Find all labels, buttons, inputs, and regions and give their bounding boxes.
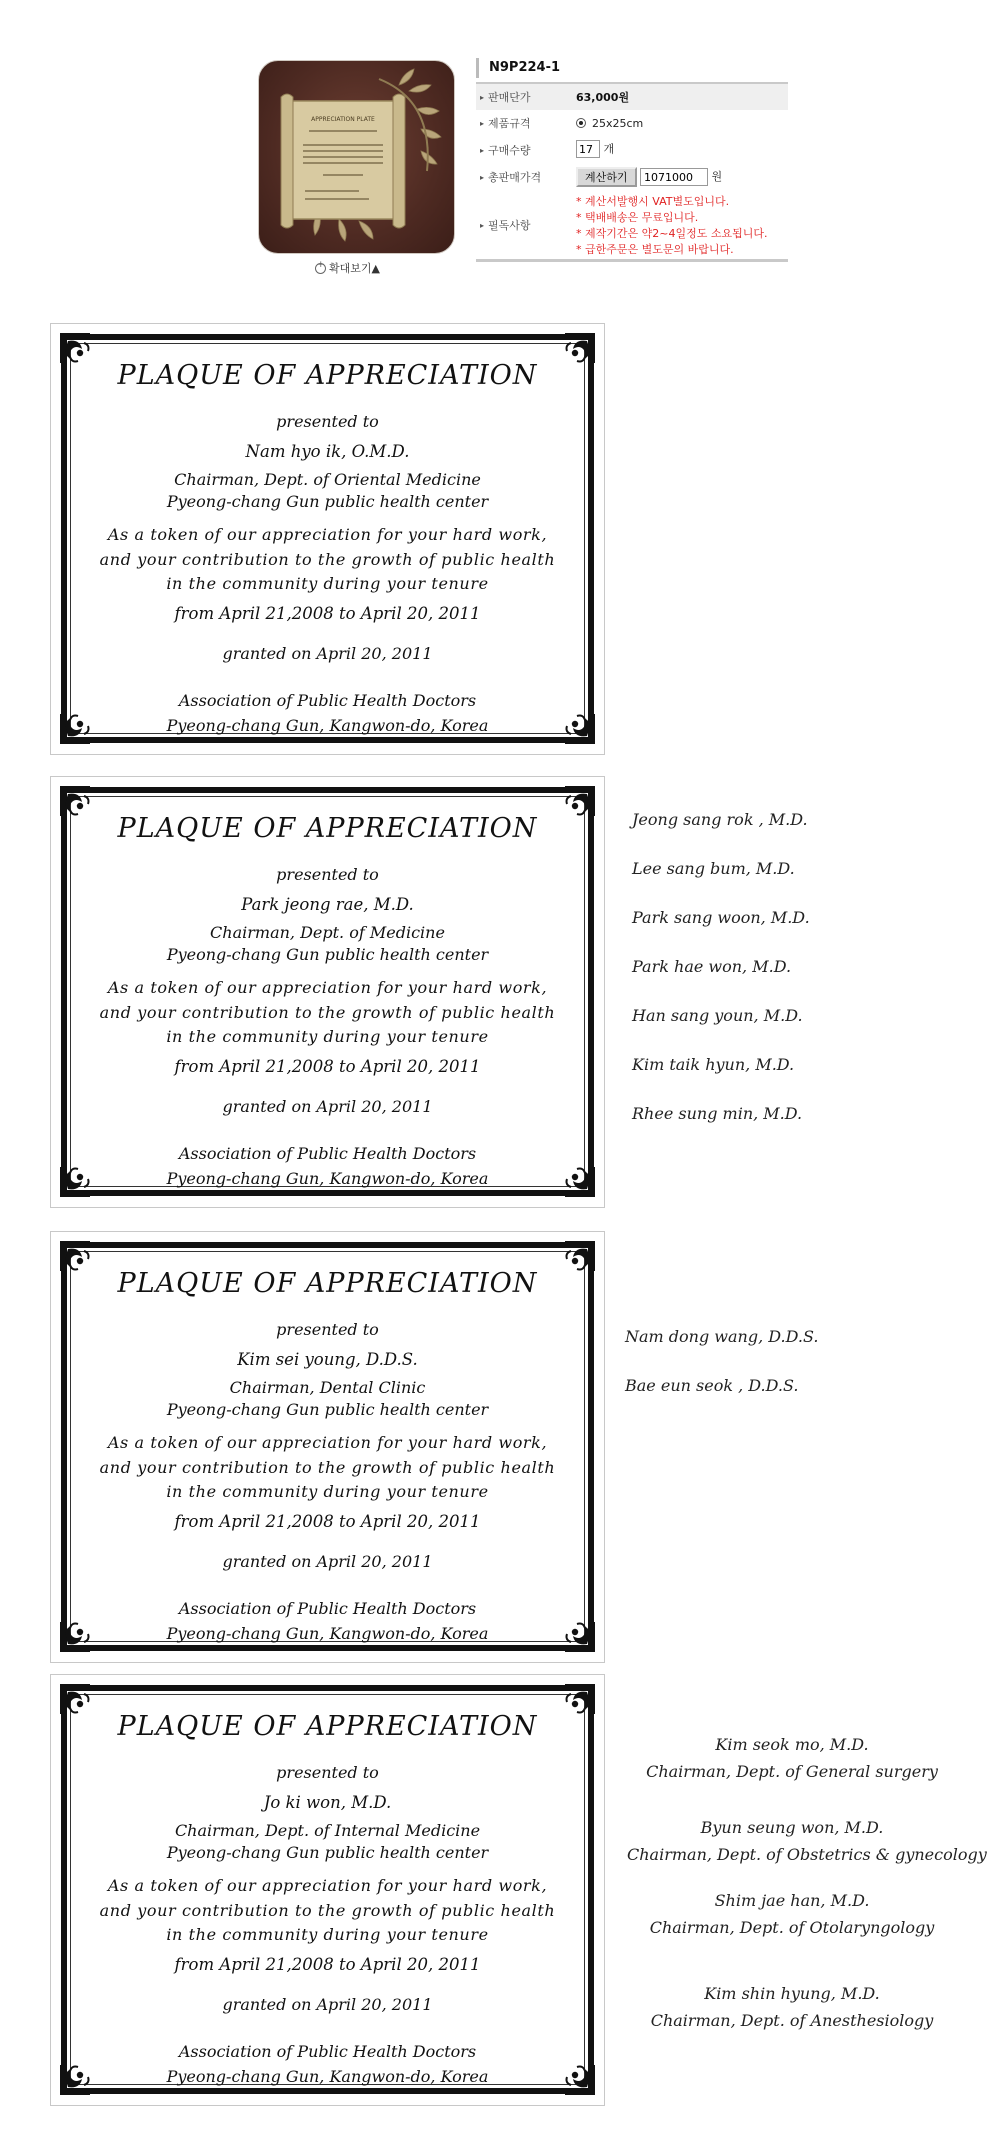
plaque-tenure: from April 21,2008 to April 20, 2011 bbox=[174, 1955, 481, 1974]
plaque-card bbox=[50, 1674, 605, 2106]
body-line: and your contribution to the growth of public health bbox=[99, 1457, 556, 1477]
quantity-input[interactable] bbox=[576, 140, 600, 158]
plaque-association bbox=[67, 1141, 588, 1191]
plaque-tenure: from April 21,2008 to April 20, 2011 bbox=[174, 604, 481, 623]
notes-list bbox=[576, 194, 767, 258]
plaque-recipient: Kim sei young, D.D.S. bbox=[237, 1350, 418, 1369]
body-line: and your contribution to the growth of public health bbox=[99, 1900, 556, 1920]
plaque-presented: presented to bbox=[276, 412, 379, 431]
chairman-role: Chairman, Dept. of Otolaryngology bbox=[649, 1918, 935, 1937]
assoc-line: Pyeong-chang Gun, Kangwon-do, Korea bbox=[166, 1169, 489, 1188]
notes-row bbox=[476, 192, 788, 262]
list-item: Lee sang bum, M.D. bbox=[632, 859, 795, 878]
total-label: ▸ 총판매가격 bbox=[480, 170, 541, 187]
assoc-line: Association of Public Health Doctors bbox=[178, 1144, 477, 1163]
assoc-line: Pyeong-chang Gun, Kangwon-do, Korea bbox=[166, 2067, 489, 2086]
role-line: Chairman, Dept. of Oriental Medicine bbox=[174, 470, 481, 489]
list-item: Jeong sang rok , M.D. bbox=[632, 810, 808, 829]
plaque-presented: presented to bbox=[276, 1320, 379, 1339]
list-item: Nam dong wang, D.D.S. bbox=[625, 1327, 819, 1346]
plaque-role bbox=[67, 922, 588, 966]
chairman-name: Kim shin hyung, M.D. bbox=[704, 1984, 880, 2003]
body-line: As a token of our appreciation for your hard work, bbox=[107, 1433, 548, 1452]
plaque-title: PLAQUE OF APPRECIATION bbox=[117, 813, 538, 844]
body-line: As a token of our appreciation for your hard work, bbox=[107, 525, 548, 544]
plaque-recipient: Jo ki won, M.D. bbox=[263, 1793, 392, 1812]
plaque-card bbox=[50, 776, 605, 1208]
total-unit: 원 bbox=[711, 170, 723, 183]
body-line: As a token of our appreciation for your hard work, bbox=[107, 1876, 548, 1895]
plaque-title: PLAQUE OF APPRECIATION bbox=[117, 1268, 538, 1299]
quantity-control bbox=[576, 140, 614, 158]
list-item bbox=[627, 1814, 987, 1868]
spec-radio[interactable] bbox=[576, 118, 586, 128]
list-item bbox=[627, 1887, 957, 1941]
plaque-presented: presented to bbox=[276, 1763, 379, 1782]
plaque-tenure: from April 21,2008 to April 20, 2011 bbox=[174, 1512, 481, 1531]
list-item: Rhee sung min, M.D. bbox=[632, 1104, 803, 1123]
assoc-line: Pyeong-chang Gun, Kangwon-do, Korea bbox=[166, 716, 489, 735]
total-control bbox=[576, 167, 722, 187]
plaque-title: PLAQUE OF APPRECIATION bbox=[117, 1711, 538, 1742]
quantity-unit: 개 bbox=[603, 142, 615, 156]
plaque-frame bbox=[61, 787, 594, 1196]
role-line: Pyeong-chang Gun public health center bbox=[166, 492, 489, 511]
chairman-name: Byun seung won, M.D. bbox=[700, 1818, 884, 1837]
plaque-body bbox=[67, 1431, 588, 1505]
list-item: Park sang woon, M.D. bbox=[632, 908, 810, 927]
plaque-frame bbox=[61, 1685, 594, 2094]
plaque-granted: granted on April 20, 2011 bbox=[222, 1097, 433, 1116]
price-label: ▸ 판매단가 bbox=[480, 90, 531, 107]
assoc-line: Association of Public Health Doctors bbox=[178, 1599, 477, 1618]
plaque-role bbox=[67, 469, 588, 513]
plaque-association bbox=[67, 2039, 588, 2089]
list-item: Kim taik hyun, M.D. bbox=[632, 1055, 795, 1074]
plaque-body bbox=[67, 976, 588, 1050]
list-item bbox=[627, 1731, 957, 1785]
product-code: N9P224-1 bbox=[476, 58, 788, 78]
spec-row bbox=[476, 110, 788, 137]
zoom-button[interactable] bbox=[315, 260, 380, 276]
spec-value: 25x25cm bbox=[592, 117, 644, 130]
total-input[interactable] bbox=[640, 168, 708, 186]
body-line: in the community during your tenure bbox=[166, 1482, 489, 1501]
plaque-role bbox=[67, 1820, 588, 1864]
note-item: * 택배배송은 무료입니다. bbox=[576, 210, 767, 226]
plaque-title: PLAQUE OF APPRECIATION bbox=[117, 360, 538, 391]
assoc-line: Association of Public Health Doctors bbox=[178, 691, 477, 710]
plaque-association bbox=[67, 1596, 588, 1646]
chairman-role: Chairman, Dept. of General surgery bbox=[646, 1762, 938, 1781]
body-line: As a token of our appreciation for your hard work, bbox=[107, 978, 548, 997]
calculate-button[interactable]: 계산하기 bbox=[576, 167, 637, 187]
assoc-line: Pyeong-chang Gun, Kangwon-do, Korea bbox=[166, 1624, 489, 1643]
body-line: in the community during your tenure bbox=[166, 1027, 489, 1046]
plaque-granted: granted on April 20, 2011 bbox=[222, 1552, 433, 1571]
zoom-label: 확대보기▲ bbox=[329, 262, 380, 275]
plaque-body bbox=[67, 523, 588, 597]
notes-label: ▸ 필독사항 bbox=[480, 218, 531, 235]
plaque-card bbox=[50, 323, 605, 755]
plaque-granted: granted on April 20, 2011 bbox=[222, 1995, 433, 2014]
product-image[interactable] bbox=[258, 60, 455, 254]
chairman-role: Chairman, Dept. of Obstetrics & gynecology bbox=[627, 1845, 987, 1864]
plaque-association bbox=[67, 688, 588, 738]
list-item: Bae eun seok , D.D.S. bbox=[625, 1376, 799, 1395]
body-line: in the community during your tenure bbox=[166, 574, 489, 593]
note-item: * 급한주문은 별도문의 바랍니다. bbox=[576, 242, 767, 258]
plaque-frame bbox=[61, 334, 594, 743]
product-info-table bbox=[476, 58, 788, 262]
list-item bbox=[627, 1980, 957, 2034]
plaque-product-illustration bbox=[259, 61, 455, 254]
price-row bbox=[476, 82, 788, 110]
body-line: and your contribution to the growth of public health bbox=[99, 549, 556, 569]
plaque-frame bbox=[61, 1242, 594, 1651]
plaque-granted: granted on April 20, 2011 bbox=[222, 644, 433, 663]
product-summary bbox=[258, 58, 788, 288]
list-item: Park hae won, M.D. bbox=[632, 957, 792, 976]
plaque-recipient: Nam hyo ik, O.M.D. bbox=[245, 442, 410, 461]
role-line: Chairman, Dental Clinic bbox=[229, 1378, 426, 1397]
body-line: and your contribution to the growth of public health bbox=[99, 1002, 556, 1022]
image-plaque-heading: APPRECIATION PLATE bbox=[311, 116, 375, 123]
list-item: Han sang youn, M.D. bbox=[632, 1006, 803, 1025]
plaque-presented: presented to bbox=[276, 865, 379, 884]
price-value: 63,000원 bbox=[576, 91, 630, 104]
role-line: Pyeong-chang Gun public health center bbox=[166, 945, 489, 964]
role-line: Pyeong-chang Gun public health center bbox=[166, 1400, 489, 1419]
spec-label: ▸ 제품규격 bbox=[480, 116, 531, 133]
chairman-role: Chairman, Dept. of Anesthesiology bbox=[650, 2011, 934, 2030]
plaque-card bbox=[50, 1231, 605, 1663]
magnifier-icon bbox=[315, 263, 326, 274]
note-item: * 계산서발행시 VAT별도입니다. bbox=[576, 194, 767, 210]
quantity-row bbox=[476, 137, 788, 164]
plaque-recipient: Park jeong rae, M.D. bbox=[241, 895, 414, 914]
role-line: Chairman, Dept. of Medicine bbox=[210, 923, 445, 942]
spec-option[interactable] bbox=[576, 116, 643, 132]
plaque-role bbox=[67, 1377, 588, 1421]
role-line: Chairman, Dept. of Internal Medicine bbox=[174, 1821, 481, 1840]
chairman-name: Shim jae han, M.D. bbox=[714, 1891, 870, 1910]
chairman-name: Kim seok mo, M.D. bbox=[715, 1735, 869, 1754]
body-line: in the community during your tenure bbox=[166, 1925, 489, 1944]
assoc-line: Association of Public Health Doctors bbox=[178, 2042, 477, 2061]
total-row bbox=[476, 164, 788, 192]
plaque-body bbox=[67, 1874, 588, 1948]
plaque-tenure: from April 21,2008 to April 20, 2011 bbox=[174, 1057, 481, 1076]
role-line: Pyeong-chang Gun public health center bbox=[166, 1843, 489, 1862]
note-item: * 제작기간은 약2~4일정도 소요됩니다. bbox=[576, 226, 767, 242]
quantity-label: ▸ 구매수량 bbox=[480, 143, 531, 160]
